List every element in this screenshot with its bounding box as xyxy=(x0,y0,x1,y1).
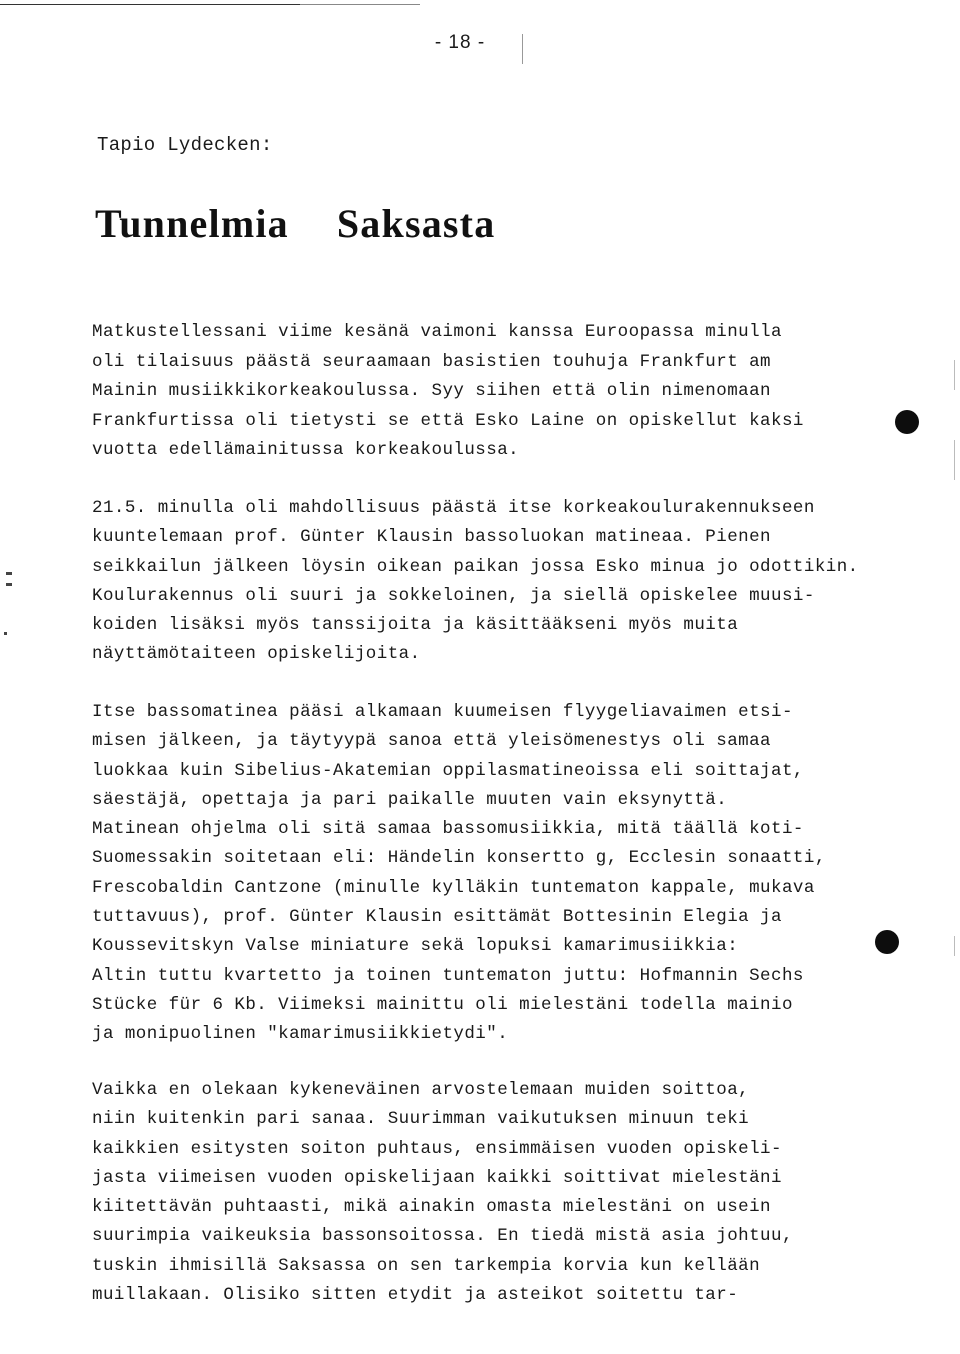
scan-edge-mark xyxy=(954,440,955,480)
paragraph-line: Koussevitskyn Valse miniature sekä lopuksi kamarimusiikkia: xyxy=(92,936,739,957)
margin-mark xyxy=(6,572,12,575)
paragraph-line: seikkailun jälkeen löysin oikean paikan jossa Esko minua jo odottikin. xyxy=(92,556,859,577)
top-edge-rule xyxy=(0,4,300,5)
page-number: - 18 - xyxy=(434,32,486,53)
punch-hole xyxy=(875,930,899,954)
paragraph-line: Vaikka en olekaan kykeneväinen arvostelemaan muiden soittoa, xyxy=(92,1080,750,1100)
paragraph-line: tuskin ihmisillä Saksassa on sen tarkempia korvia kun kellään xyxy=(92,1255,761,1276)
scan-mark xyxy=(522,34,523,64)
paragraph-1 xyxy=(92,322,912,470)
scan-edge-mark xyxy=(954,360,955,390)
paragraph-line: Suomessakin soitetaan eli: Händelin konsertto g, Ecclesin sonaatti, xyxy=(92,848,826,869)
paragraph-4 xyxy=(92,1080,912,1314)
paragraph-line: jasta viimeisen vuoden opiskelijaan kaikki soittivat mielestäni xyxy=(92,1167,782,1188)
paragraph-line: Itse bassomatinea pääsi alkamaan kuumeisen flyygeliavaimen etsi- xyxy=(92,702,793,722)
paragraph-2 xyxy=(92,498,912,674)
paragraph-line: 21.5. minulla oli mahdollisuus päästä itse korkeakoulurakennukseen xyxy=(92,498,815,518)
paragraph-line: misen jälkeen, ja täytyypä sanoa että yleisömenestys oli samaa xyxy=(92,731,772,752)
paragraph-line: Koulurakennus oli suuri ja sokkeloinen, ja siellä opiskelee muusi- xyxy=(92,585,815,606)
article-author: Tapio Lydecken: xyxy=(97,134,273,156)
article-title xyxy=(95,200,495,247)
paragraph-line: Matinean ohjelma oli sitä samaa bassomusiikkia, mitä täällä koti- xyxy=(92,819,804,840)
paragraph-line: Frescobaldin Cantzone (minulle kylläkin tuntematon kappale, mukava xyxy=(92,877,815,898)
paragraph-line: muillakaan. Olisiko sitten etydit ja asteikot soitettu tar- xyxy=(92,1285,739,1306)
paragraph-line: kaikkien esitysten soiton puhtaus, ensimmäisen vuoden opiskeli- xyxy=(92,1138,782,1159)
paragraph-line: Mainin musiikkikorkeakoulussa. Syy siihen että olin nimenomaan xyxy=(92,381,772,401)
paragraph-line: säestäjä, opettaja ja pari paikalle muuten vain eksynyttä. xyxy=(92,789,728,810)
paragraph-line: Stücke für 6 Kb. Viimeksi mainittu oli mielestäni todella mainio xyxy=(92,994,793,1015)
title-word-1: Tunnelmia xyxy=(95,201,289,246)
paragraph-line: ja monipuolinen "kamarimusiikkietydi". xyxy=(92,1024,509,1045)
margin-mark xyxy=(4,632,7,635)
paragraph-3 xyxy=(92,702,912,1054)
paragraph-line: kiitettävän puhtaasti, mikä ainakin omasta mielestäni on usein xyxy=(92,1197,772,1218)
paragraph-line: Matkustellessani viime kesänä vaimoni kanssa Euroopassa minulla xyxy=(92,322,782,342)
paragraph-line: Altin tuttu kvartetto ja toinen tuntematon juttu: Hofmannin Sechs xyxy=(92,965,804,986)
paragraph-line: luokkaa kuin Sibelius-Akatemian oppilasmatineoissa eli soittajat, xyxy=(92,760,804,781)
paragraph-line: näyttämötaiteen opiskelijoita. xyxy=(92,644,421,665)
margin-mark xyxy=(6,583,12,586)
punch-hole xyxy=(895,410,919,434)
paragraph-line: niin kuitenkin pari sanaa. Suurimman vaikutuksen minuun teki xyxy=(92,1109,750,1130)
top-edge-rule-faint xyxy=(300,4,420,5)
paragraph-line: oli tilaisuus päästä seuraamaan basistien touhuja Frankfurt am xyxy=(92,351,772,372)
paragraph-line: tuttavuus), prof. Günter Klausin esittämät Bottesinin Elegia ja xyxy=(92,907,782,928)
title-word-2: Saksasta xyxy=(336,201,496,246)
paragraph-line: kuuntelemaan prof. Günter Klausin bassoluokan matineaa. Pienen xyxy=(92,527,772,548)
paragraph-line: suurimpia vaikeuksia bassonsoitossa. En tiedä mistä asia johtuu, xyxy=(92,1226,793,1247)
paragraph-line: vuotta edellämainitussa korkeakoulussa. xyxy=(92,440,520,460)
scan-edge-mark xyxy=(954,936,955,956)
paragraph-line: koiden lisäksi myös tanssijoita ja käsittääkseni myös muita xyxy=(92,615,739,636)
paragraph-line: Frankfurtissa oli tietysti se että Esko Laine on opiskellut kaksi xyxy=(92,410,804,431)
